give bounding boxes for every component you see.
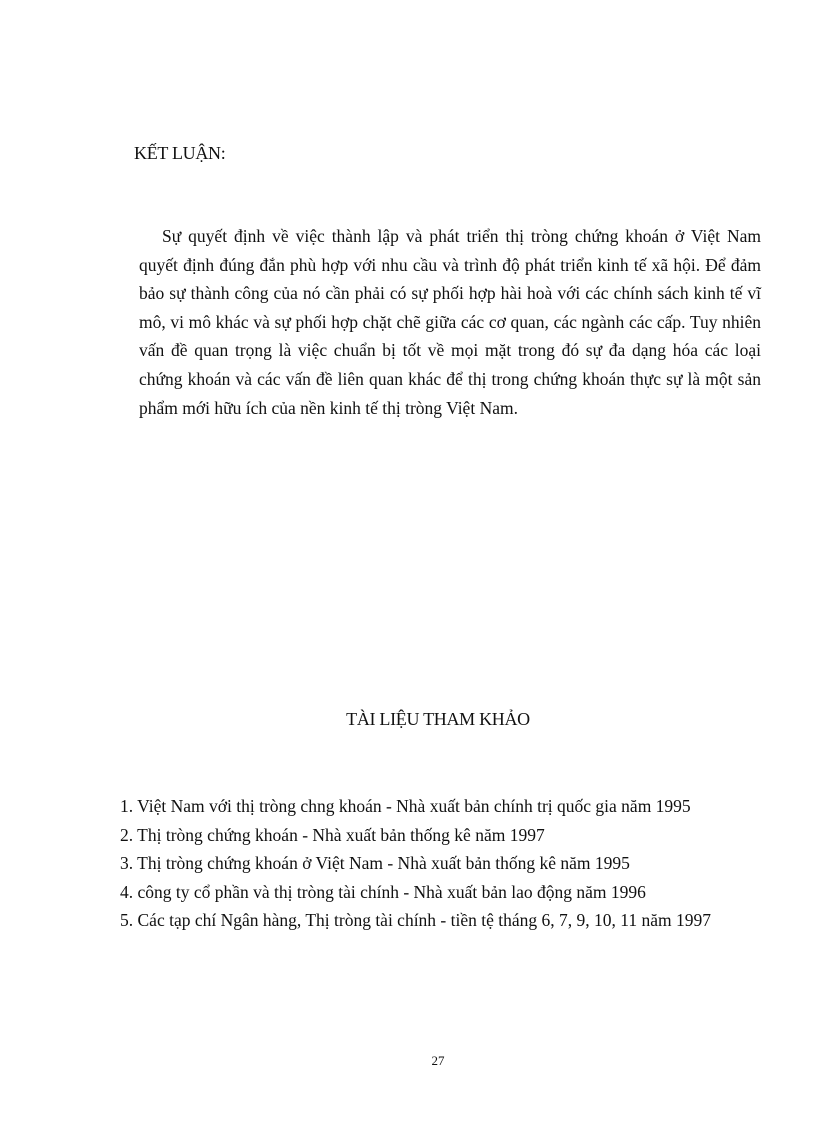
reference-item: 2. Thị tròng chứng khoán - Nhà xuất bản thống kê năm 1997	[120, 824, 545, 845]
conclusion-paragraph: Sự quyết định về việc thành lập và phát triển thị tròng chứng khoán ở Việt Nam quyết định đúng đắn phù hợp với nhu cầu và trình độ phát triển kinh tế xã hội. Để đảm bảo sự thành công của nó cần phải có sự phối hợp hài hoà với các chính sách kinh tế vĩ mô, vi mô khác và sự phối hợp chặt chẽ giữa các cơ quan, các ngành các cấp. Tuy nhiên vấn đề quan trọng là việc chuẩn bị tốt về mọi mặt trong đó sự đa dạng hóa các loại chứng khoán và các vấn đề liên quan khác để thị trong chứng khoán thực sự là một sản phẩm mới hữu ích của nền kinh tế thị tròng Việt Nam.	[139, 226, 761, 418]
conclusion-heading: KẾT LUẬN:	[134, 143, 226, 163]
references-list	[120, 792, 800, 935]
reference-item: 4. công ty cổ phần và thị tròng tài chính - Nhà xuất bản lao động năm 1996	[120, 881, 646, 902]
reference-item: 5. Các tạp chí Ngân hàng, Thị tròng tài chính - tiền tệ tháng 6, 7, 9, 10, 11 năm 1997	[120, 910, 711, 931]
page-number: 27	[431, 1053, 445, 1068]
reference-item: 3. Thị tròng chứng khoán ở Việt Nam - Nhà xuất bản thống kê năm 1995	[120, 853, 630, 874]
reference-item: 1. Việt Nam với thị tròng chng khoán - Nhà xuất bản chính trị quốc gia năm 1995	[120, 796, 691, 816]
references-title: TÀI LIỆU THAM KHẢO	[346, 709, 530, 729]
